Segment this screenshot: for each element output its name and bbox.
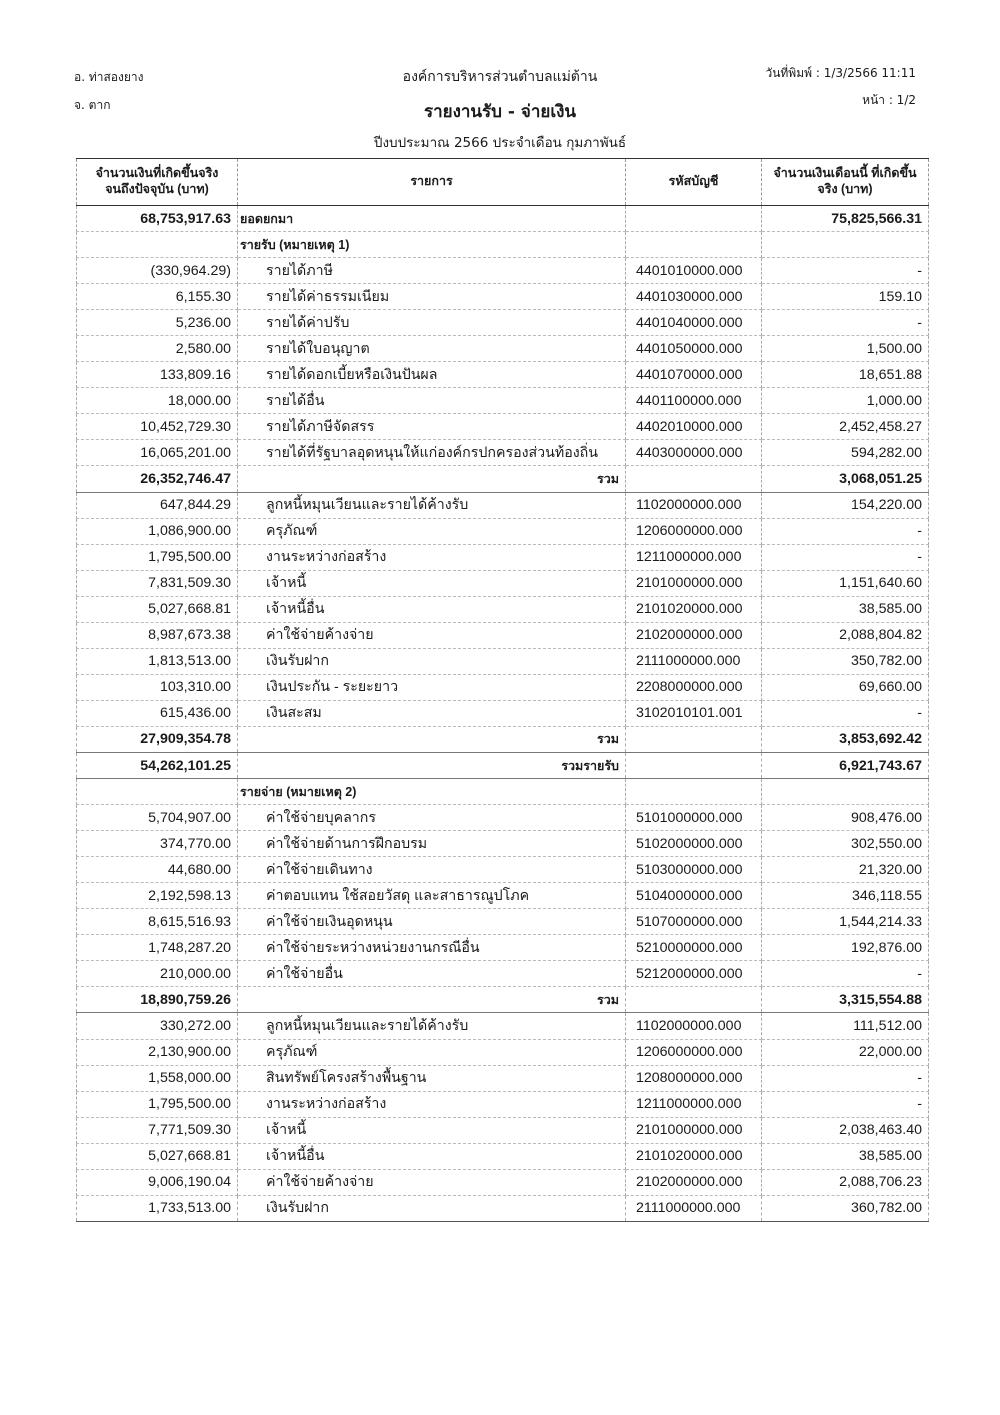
table-row bbox=[77, 1195, 929, 1221]
item-label-cell: ค่าใช้จ่ายค้างจ่าย bbox=[238, 1169, 626, 1195]
actual-to-date-cell: 1,733,513.00 bbox=[77, 1195, 238, 1221]
header-item: รายการ bbox=[238, 159, 626, 206]
this-month-cell: 350,782.00 bbox=[762, 648, 929, 674]
table-row bbox=[77, 492, 929, 518]
account-code-cell: 5210000000.000 bbox=[626, 935, 762, 961]
page-number: หน้า : 1/2 bbox=[862, 93, 916, 107]
table-row bbox=[77, 674, 929, 700]
this-month-cell: 1,544,214.33 bbox=[762, 909, 929, 935]
item-label-cell: เจ้าหนี้อื่น bbox=[238, 596, 626, 622]
actual-to-date-cell: 18,000.00 bbox=[77, 388, 238, 414]
account-code-cell: 5107000000.000 bbox=[626, 909, 762, 935]
account-code-cell: 1211000000.000 bbox=[626, 1091, 762, 1117]
this-month-cell bbox=[762, 779, 929, 805]
item-label-cell: งานระหว่างก่อสร้าง bbox=[238, 544, 626, 570]
actual-to-date-cell: 18,890,759.26 bbox=[77, 987, 238, 1013]
this-month-cell: 111,512.00 bbox=[762, 1013, 929, 1039]
actual-to-date-cell bbox=[77, 232, 238, 258]
account-code-cell: 2102000000.000 bbox=[626, 1169, 762, 1195]
table-row bbox=[77, 440, 929, 466]
total-row bbox=[77, 726, 929, 752]
this-month-cell: 18,651.88 bbox=[762, 362, 929, 388]
actual-to-date-cell: 5,027,668.81 bbox=[77, 596, 238, 622]
item-label-cell: ค่าใช้จ่ายเดินทาง bbox=[238, 857, 626, 883]
table-row bbox=[77, 857, 929, 883]
table-row bbox=[77, 1169, 929, 1195]
this-month-cell: - bbox=[762, 1091, 929, 1117]
this-month-cell: 75,825,566.31 bbox=[762, 206, 929, 232]
this-month-cell: 2,452,458.27 bbox=[762, 414, 929, 440]
table-row bbox=[77, 284, 929, 310]
account-code-cell: 4401100000.000 bbox=[626, 388, 762, 414]
item-label-cell: รายได้ภาษีจัดสรร bbox=[238, 414, 626, 440]
actual-to-date-cell bbox=[77, 779, 238, 805]
item-label-cell: ค่าใช้จ่ายระหว่างหน่วยงานกรณีอื่น bbox=[238, 935, 626, 961]
account-code-cell bbox=[626, 466, 762, 492]
item-label-cell: ลูกหนี้หมุนเวียนและรายได้ค้างรับ bbox=[238, 1013, 626, 1039]
table-row bbox=[77, 805, 929, 831]
item-label-cell: รวม bbox=[238, 466, 626, 492]
item-label-cell: งานระหว่างก่อสร้าง bbox=[238, 1091, 626, 1117]
header-this-month: จำนวนเงินเดือนนี้ ที่เกิดขึ้นจริง (บาท) bbox=[762, 159, 929, 206]
header-actual-to-date: จำนวนเงินที่เกิดขึ้นจริง จนถึงปัจจุบัน (บาท) bbox=[77, 159, 238, 206]
actual-to-date-cell: 26,352,746.47 bbox=[77, 466, 238, 492]
district-label: อ. ท่าสองยาง bbox=[74, 70, 144, 84]
actual-to-date-cell: 1,558,000.00 bbox=[77, 1065, 238, 1091]
item-label-cell: ยอดยกมา bbox=[238, 206, 626, 232]
actual-to-date-cell: 5,027,668.81 bbox=[77, 1143, 238, 1169]
item-label-cell: รายได้ดอกเบี้ยหรือเงินปันผล bbox=[238, 362, 626, 388]
actual-to-date-cell: 54,262,101.25 bbox=[77, 752, 238, 778]
actual-to-date-cell: 2,192,598.13 bbox=[77, 883, 238, 909]
this-month-cell: 154,220.00 bbox=[762, 492, 929, 518]
item-label-cell: ค่าใช้จ่ายบุคลากร bbox=[238, 805, 626, 831]
table-row bbox=[77, 1065, 929, 1091]
actual-to-date-cell: 8,987,673.38 bbox=[77, 622, 238, 648]
account-code-cell: 4403000000.000 bbox=[626, 440, 762, 466]
account-code-cell: 1206000000.000 bbox=[626, 518, 762, 544]
account-code-cell: 1211000000.000 bbox=[626, 544, 762, 570]
item-label-cell: รายได้อื่น bbox=[238, 388, 626, 414]
account-code-cell: 1102000000.000 bbox=[626, 492, 762, 518]
account-code-cell bbox=[626, 779, 762, 805]
this-month-cell: 3,068,051.25 bbox=[762, 466, 929, 492]
account-code-cell: 1102000000.000 bbox=[626, 1013, 762, 1039]
this-month-cell: 908,476.00 bbox=[762, 805, 929, 831]
table-row bbox=[77, 622, 929, 648]
account-code-cell: 3102010101.001 bbox=[626, 700, 762, 726]
account-code-cell bbox=[626, 726, 762, 752]
actual-to-date-cell: 44,680.00 bbox=[77, 857, 238, 883]
this-month-cell: 159.10 bbox=[762, 284, 929, 310]
this-month-cell: - bbox=[762, 518, 929, 544]
item-label-cell: ค่าใช้จ่ายค้างจ่าย bbox=[238, 622, 626, 648]
actual-to-date-cell: 9,006,190.04 bbox=[77, 1169, 238, 1195]
item-label-cell: รวม bbox=[238, 987, 626, 1013]
total-row bbox=[77, 987, 929, 1013]
report-title: รายงานรับ - จ่ายเงิน bbox=[423, 102, 577, 122]
this-month-cell: 360,782.00 bbox=[762, 1195, 929, 1221]
actual-to-date-cell: 133,809.16 bbox=[77, 362, 238, 388]
this-month-cell: 346,118.55 bbox=[762, 883, 929, 909]
this-month-cell: 22,000.00 bbox=[762, 1039, 929, 1065]
actual-to-date-cell: 10,452,729.30 bbox=[77, 414, 238, 440]
actual-to-date-cell: 2,130,900.00 bbox=[77, 1039, 238, 1065]
account-code-cell bbox=[626, 206, 762, 232]
total-row bbox=[77, 752, 929, 778]
this-month-cell: - bbox=[762, 961, 929, 987]
actual-to-date-cell: 8,615,516.93 bbox=[77, 909, 238, 935]
item-label-cell: รายได้ค่าปรับ bbox=[238, 310, 626, 336]
table-row bbox=[77, 883, 929, 909]
account-code-cell bbox=[626, 752, 762, 778]
item-label-cell: ค่าใช้จ่ายเงินอุดหนุน bbox=[238, 909, 626, 935]
opening-balance-row bbox=[77, 206, 929, 232]
table-row bbox=[77, 1091, 929, 1117]
this-month-cell: - bbox=[762, 700, 929, 726]
province-label: จ. ตาก bbox=[74, 98, 111, 112]
actual-to-date-cell: 1,795,500.00 bbox=[77, 1091, 238, 1117]
actual-to-date-cell: 330,272.00 bbox=[77, 1013, 238, 1039]
item-label-cell: ครุภัณฑ์ bbox=[238, 1039, 626, 1065]
account-code-cell: 4401050000.000 bbox=[626, 336, 762, 362]
section-row bbox=[77, 232, 929, 258]
item-label-cell: เงินประกัน - ระยะยาว bbox=[238, 674, 626, 700]
actual-to-date-cell: 7,771,509.30 bbox=[77, 1117, 238, 1143]
table-row bbox=[77, 336, 929, 362]
item-label-cell: รายรับ (หมายเหตุ 1) bbox=[238, 232, 626, 258]
actual-to-date-cell: 210,000.00 bbox=[77, 961, 238, 987]
item-label-cell: รายได้ที่รัฐบาลอุดหนุนให้แก่องค์กรปกครองส่วนท้องถิ่น bbox=[238, 440, 626, 466]
this-month-cell: 2,088,706.23 bbox=[762, 1169, 929, 1195]
actual-to-date-cell: 1,813,513.00 bbox=[77, 648, 238, 674]
account-code-cell: 1206000000.000 bbox=[626, 1039, 762, 1065]
organization-name: องค์การบริหารส่วนตำบลแม่ต้าน bbox=[402, 69, 598, 85]
item-label-cell: เงินรับฝาก bbox=[238, 1195, 626, 1221]
table-row bbox=[77, 414, 929, 440]
item-label-cell: เจ้าหนี้ bbox=[238, 570, 626, 596]
table-row bbox=[77, 935, 929, 961]
item-label-cell: รายได้ใบอนุญาต bbox=[238, 336, 626, 362]
actual-to-date-cell: 27,909,354.78 bbox=[77, 726, 238, 752]
this-month-cell: 2,038,463.40 bbox=[762, 1117, 929, 1143]
header-account-code: รหัสบัญชี bbox=[626, 159, 762, 206]
item-label-cell: รายจ่าย (หมายเหตุ 2) bbox=[238, 779, 626, 805]
item-label-cell: สินทรัพย์โครงสร้างพื้นฐาน bbox=[238, 1065, 626, 1091]
this-month-cell: 1,500.00 bbox=[762, 336, 929, 362]
item-label-cell: ค่าใช้จ่ายด้านการฝึกอบรม bbox=[238, 831, 626, 857]
table-row bbox=[77, 1039, 929, 1065]
this-month-cell bbox=[762, 232, 929, 258]
table-header-row bbox=[77, 159, 929, 206]
this-month-cell: 3,315,554.88 bbox=[762, 987, 929, 1013]
table-row bbox=[77, 831, 929, 857]
item-label-cell: เงินรับฝาก bbox=[238, 648, 626, 674]
actual-to-date-cell: 647,844.29 bbox=[77, 492, 238, 518]
table-row bbox=[77, 258, 929, 284]
item-label-cell: รวมรายรับ bbox=[238, 752, 626, 778]
this-month-cell: - bbox=[762, 258, 929, 284]
table-row bbox=[77, 1143, 929, 1169]
actual-to-date-cell: 1,086,900.00 bbox=[77, 518, 238, 544]
item-label-cell: รายได้ค่าธรรมเนียม bbox=[238, 284, 626, 310]
table-row bbox=[77, 909, 929, 935]
account-code-cell: 2111000000.000 bbox=[626, 1195, 762, 1221]
account-code-cell bbox=[626, 987, 762, 1013]
this-month-cell: 302,550.00 bbox=[762, 831, 929, 857]
table-row bbox=[77, 310, 929, 336]
table-row bbox=[77, 961, 929, 987]
account-code-cell: 4401030000.000 bbox=[626, 284, 762, 310]
actual-to-date-cell: 5,704,907.00 bbox=[77, 805, 238, 831]
this-month-cell: 1,000.00 bbox=[762, 388, 929, 414]
table-row bbox=[77, 518, 929, 544]
item-label-cell: ลูกหนี้หมุนเวียนและรายได้ค้างรับ bbox=[238, 492, 626, 518]
this-month-cell: 2,088,804.82 bbox=[762, 622, 929, 648]
table-body bbox=[77, 206, 929, 1222]
account-code-cell bbox=[626, 232, 762, 258]
account-code-cell: 2111000000.000 bbox=[626, 648, 762, 674]
actual-to-date-cell: 1,748,287.20 bbox=[77, 935, 238, 961]
table-row bbox=[77, 1013, 929, 1039]
account-code-cell: 5104000000.000 bbox=[626, 883, 762, 909]
account-code-cell: 2101000000.000 bbox=[626, 570, 762, 596]
actual-to-date-cell: 7,831,509.30 bbox=[77, 570, 238, 596]
table-row bbox=[77, 570, 929, 596]
print-date: วันที่พิมพ์ : 1/3/2566 11:11 bbox=[765, 66, 916, 80]
item-label-cell: เจ้าหนี้ bbox=[238, 1117, 626, 1143]
account-code-cell: 5102000000.000 bbox=[626, 831, 762, 857]
this-month-cell: - bbox=[762, 544, 929, 570]
account-code-cell: 1208000000.000 bbox=[626, 1065, 762, 1091]
item-label-cell: ค่าตอบแทน ใช้สอยวัสดุ และสาธารณูปโภค bbox=[238, 883, 626, 909]
account-code-cell: 4401070000.000 bbox=[626, 362, 762, 388]
account-code-cell: 5101000000.000 bbox=[626, 805, 762, 831]
account-code-cell: 4402010000.000 bbox=[626, 414, 762, 440]
account-code-cell: 2101000000.000 bbox=[626, 1117, 762, 1143]
this-month-cell: 6,921,743.67 bbox=[762, 752, 929, 778]
this-month-cell: - bbox=[762, 1065, 929, 1091]
account-code-cell: 2208000000.000 bbox=[626, 674, 762, 700]
account-code-cell: 2101020000.000 bbox=[626, 596, 762, 622]
table-row bbox=[77, 596, 929, 622]
actual-to-date-cell: 374,770.00 bbox=[77, 831, 238, 857]
account-code-cell: 4401040000.000 bbox=[626, 310, 762, 336]
actual-to-date-cell: 6,155.30 bbox=[77, 284, 238, 310]
this-month-cell: 594,282.00 bbox=[762, 440, 929, 466]
item-label-cell: ครุภัณฑ์ bbox=[238, 518, 626, 544]
actual-to-date-cell: (330,964.29) bbox=[77, 258, 238, 284]
table-row bbox=[77, 648, 929, 674]
table-row bbox=[77, 388, 929, 414]
this-month-cell: 69,660.00 bbox=[762, 674, 929, 700]
account-code-cell: 2101020000.000 bbox=[626, 1143, 762, 1169]
actual-to-date-cell: 615,436.00 bbox=[77, 700, 238, 726]
table-row bbox=[77, 1117, 929, 1143]
account-code-cell: 5103000000.000 bbox=[626, 857, 762, 883]
account-code-cell: 2102000000.000 bbox=[626, 622, 762, 648]
actual-to-date-cell: 68,753,917.63 bbox=[77, 206, 238, 232]
item-label-cell: เจ้าหนี้อื่น bbox=[238, 1143, 626, 1169]
receipts-payments-table bbox=[76, 158, 929, 1222]
this-month-cell: 38,585.00 bbox=[762, 1143, 929, 1169]
this-month-cell: - bbox=[762, 310, 929, 336]
item-label-cell: เงินสะสม bbox=[238, 700, 626, 726]
this-month-cell: 1,151,640.60 bbox=[762, 570, 929, 596]
this-month-cell: 21,320.00 bbox=[762, 857, 929, 883]
this-month-cell: 192,876.00 bbox=[762, 935, 929, 961]
actual-to-date-cell: 16,065,201.00 bbox=[77, 440, 238, 466]
table-row bbox=[77, 362, 929, 388]
total-row bbox=[77, 466, 929, 492]
table-row bbox=[77, 544, 929, 570]
this-month-cell: 3,853,692.42 bbox=[762, 726, 929, 752]
section-row bbox=[77, 779, 929, 805]
report-subtitle: ปีงบประมาณ 2566 ประจำเดือน กุมภาพันธ์ bbox=[373, 135, 627, 151]
table-row bbox=[77, 700, 929, 726]
this-month-cell: 38,585.00 bbox=[762, 596, 929, 622]
item-label-cell: ค่าใช้จ่ายอื่น bbox=[238, 961, 626, 987]
actual-to-date-cell: 1,795,500.00 bbox=[77, 544, 238, 570]
account-code-cell: 4401010000.000 bbox=[626, 258, 762, 284]
actual-to-date-cell: 5,236.00 bbox=[77, 310, 238, 336]
account-code-cell: 5212000000.000 bbox=[626, 961, 762, 987]
actual-to-date-cell: 103,310.00 bbox=[77, 674, 238, 700]
actual-to-date-cell: 2,580.00 bbox=[77, 336, 238, 362]
item-label-cell: รวม bbox=[238, 726, 626, 752]
item-label-cell: รายได้ภาษี bbox=[238, 258, 626, 284]
